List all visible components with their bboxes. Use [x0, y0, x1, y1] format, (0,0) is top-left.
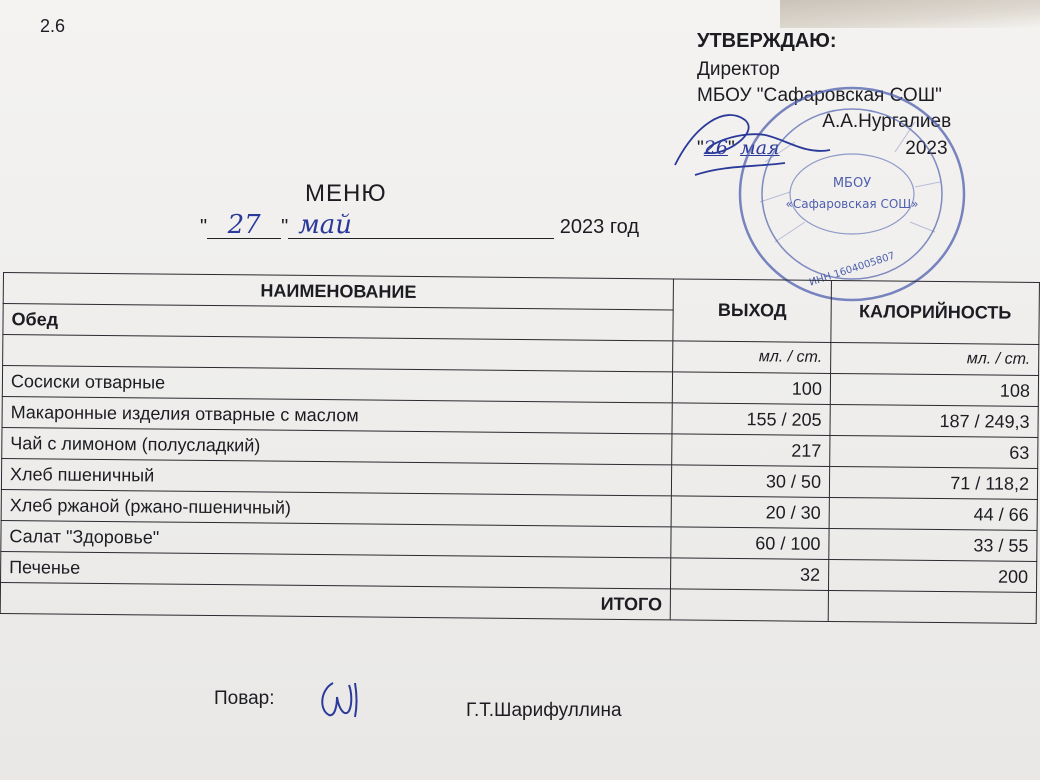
stamp-center-line1: МБОУ: [832, 176, 872, 191]
dish-name: Сосиски отварные: [2, 366, 673, 403]
dish-output: 32: [671, 558, 829, 591]
menu-title-block: [200, 180, 639, 239]
menu-table: [0, 272, 1040, 624]
dish-calories: 108: [830, 373, 1038, 406]
approval-date-month: мая: [739, 137, 780, 159]
cook-name: Г.Т.Шарифуллина: [466, 700, 622, 721]
menu-date-quote-open: ": [200, 216, 208, 238]
approval-date-quote: ": [697, 138, 704, 159]
cook-handwritten-signature: [315, 675, 375, 725]
menu-title: МЕНЮ: [305, 180, 387, 207]
dish-name: Чай с лимоном (полусладкий): [2, 427, 673, 464]
header-name: НАИМЕНОВАНИЕ: [3, 273, 674, 310]
stamp-center-line2: «Сафаровская СОШ»: [785, 197, 919, 211]
units-calories: мл. / ст.: [831, 342, 1039, 375]
dish-calories: 44 / 66: [829, 497, 1037, 530]
dish-name: Салат "Здоровье": [1, 520, 672, 557]
dish-calories: 187 / 249,3: [830, 404, 1038, 437]
page-number: 2.6: [40, 16, 66, 36]
header-output: ВЫХОД: [673, 279, 831, 343]
dish-output: 60 / 100: [671, 527, 829, 560]
menu-date-quote-close: ": [281, 216, 289, 238]
approval-date-day: 26: [703, 137, 728, 159]
dish-output: 217: [672, 434, 830, 467]
approval-organization: МБОУ "Сафаровская СОШ": [697, 85, 942, 106]
menu-date-year: 2023 год: [559, 216, 640, 238]
stamp-inn: ИНН 1604005807: [808, 250, 897, 289]
menu-date: [200, 212, 639, 239]
menu-date-month: май: [288, 212, 554, 239]
dish-calories: 33 / 55: [829, 528, 1037, 561]
dish-name: Хлеб пшеничный: [1, 458, 672, 495]
approval-signatory: А.А.Нургалиев: [822, 111, 952, 132]
approval-heading: УТВЕРЖДАЮ:: [697, 30, 837, 52]
units-output: мл. / ст.: [673, 341, 831, 374]
approval-date-year: 2023: [905, 138, 948, 159]
cook-label: Повар:: [214, 688, 275, 709]
dish-name: Хлеб ржаной (ржано-пшеничный): [1, 489, 672, 526]
total-calories: [828, 590, 1036, 623]
dish-name: Печенье: [1, 551, 672, 588]
dish-calories: 200: [828, 559, 1036, 592]
section-label: Обед: [3, 304, 674, 341]
director-handwritten-signature: [665, 95, 835, 185]
dish-output: 20 / 30: [671, 496, 829, 529]
dish-name: Макаронные изделия отварные с маслом: [2, 396, 673, 433]
approval-date: "26" мая 2023: [697, 137, 948, 159]
total-output: [670, 589, 828, 622]
torn-edge: [780, 0, 1040, 28]
dish-output: 30 / 50: [672, 465, 830, 498]
menu-date-day: 27: [207, 212, 281, 239]
header-calories: КАЛОРИЙНОСТЬ: [831, 280, 1040, 344]
dish-calories: 71 / 118,2: [829, 466, 1037, 499]
dish-output: 155 / 205: [672, 403, 830, 436]
dish-output: 100: [673, 372, 831, 405]
dish-calories: 63: [830, 435, 1038, 468]
approval-position: Директор: [697, 59, 780, 80]
total-label: ИТОГО: [0, 582, 671, 619]
